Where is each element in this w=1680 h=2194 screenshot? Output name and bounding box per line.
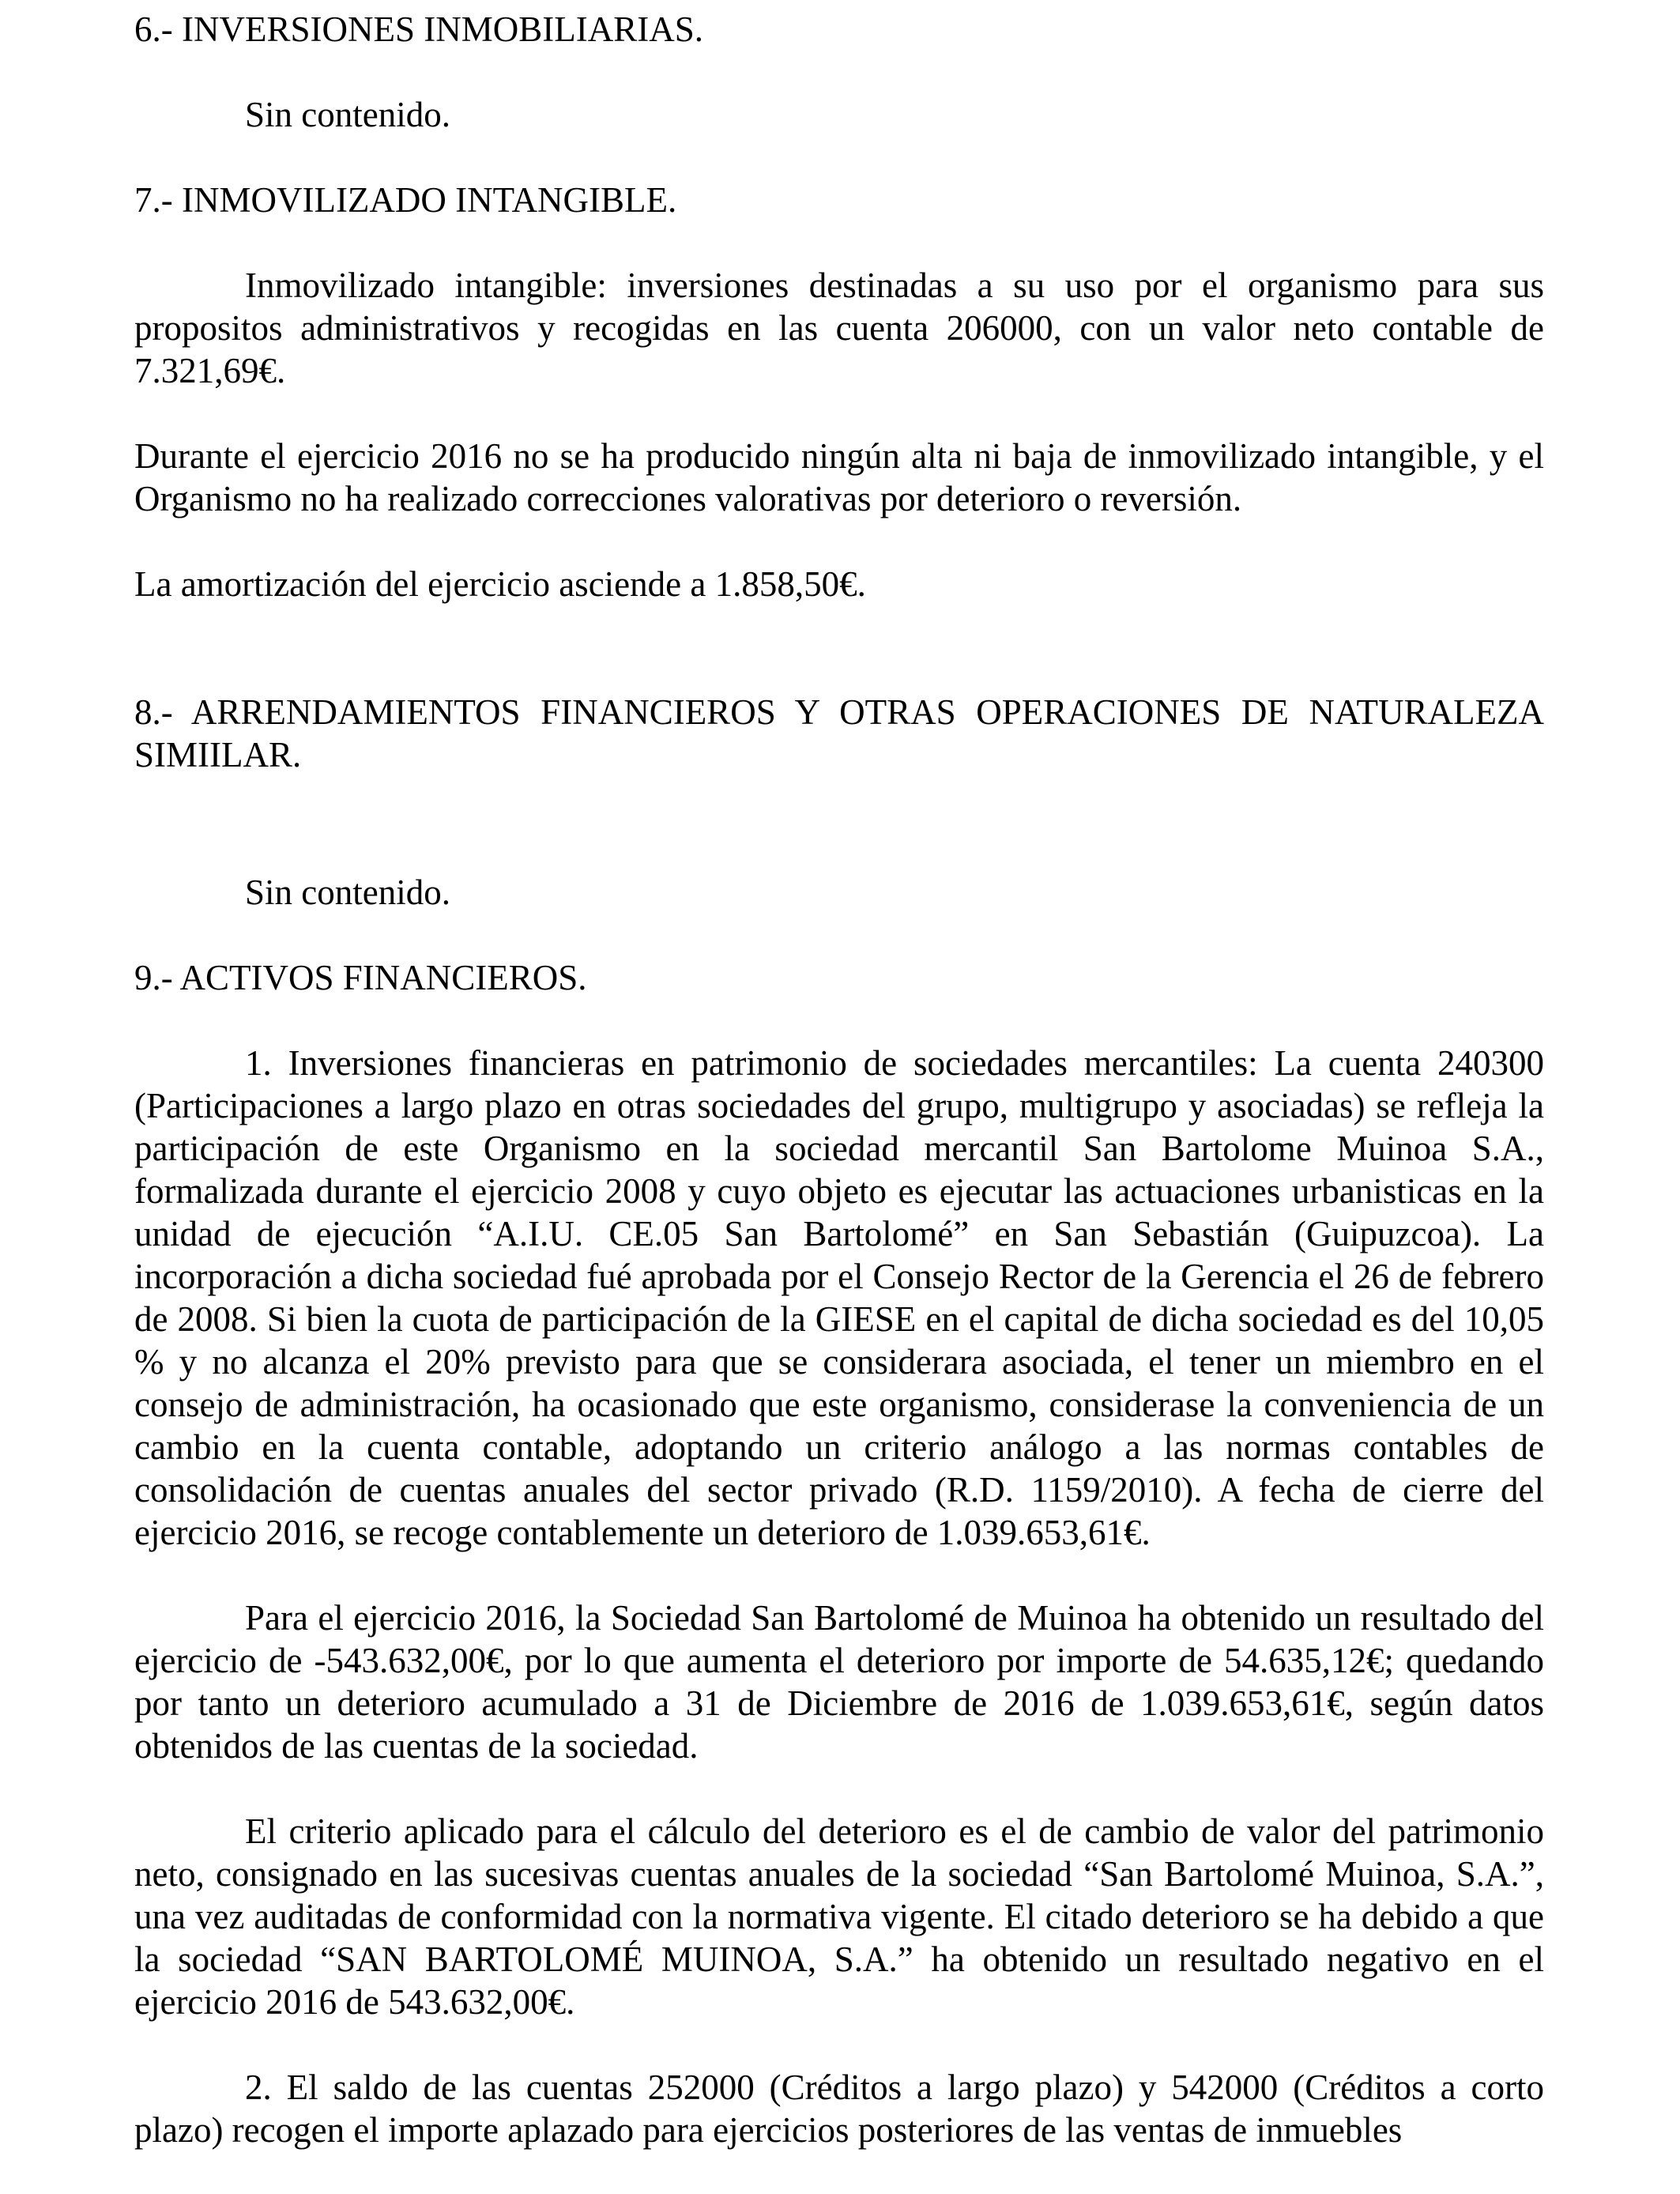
document-page bbox=[134, 0, 1544, 2151]
section-6-heading: 6.- INVERSIONES INMOBILIARIAS. bbox=[134, 9, 703, 49]
section-7-heading: 7.- INMOVILIZADO INTANGIBLE. bbox=[134, 180, 677, 220]
section-7-paragraph-1: Inmovilizado intangible: inversiones destinadas a su uso por el organismo para sus propositos administrativos y recogidas en las cuenta 206000, con un valor neto contable de 7.321,69€. bbox=[134, 266, 1544, 390]
section-7-paragraph-3: La amortización del ejercicio asciende a 1.858,50€. bbox=[134, 564, 866, 604]
section-9-paragraph-1: 1. Inversiones financieras en patrimonio de sociedades mercantiles: La cuenta 240300 (Participaciones a largo plazo en otras sociedades del grupo, multigrupo y asociadas) se refleja la participación de este Organismo en la sociedad mercantil San Bartolome Muinoa S.A., formalizada durante el ejercicio 2008 y cuyo objeto es ejecutar las actuaciones urbanisticas en la unidad de ejecución “A.I.U. CE.05 San Bartolomé” en San Sebastián (Guipuzcoa). La incorporación a dicha sociedad fué aprobada por el Consejo Rector de la Gerencia el 26 de febrero de 2008. Si bien la cuota de participación de la GIESE en el capital de dicha sociedad es del 10,05 % y no alcanza el 20% previsto para que se considerara asociada, el tener un miembro en el consejo de administración, ha ocasionado que este organismo, considerase la conveniencia de un cambio en la cuenta contable, adoptando un criterio análogo a las normas contables de consolidación de cuentas anuales del sector privado (R.D. 1159/2010). A fecha de cierre del ejercicio 2016, se recoge contablemente un deterioro de 1.039.653,61€. bbox=[134, 1043, 1544, 1552]
section-6-content: Sin contenido. bbox=[245, 95, 450, 134]
section-9-paragraph-3: El criterio aplicado para el cálculo del deterioro es el de cambio de valor del patrimonio neto, consignado en las sucesivas cuentas anuales de la sociedad “San Bartolomé Muinoa, S.A.”, una vez auditadas de conformidad con la normativa vigente. El citado deterioro se ha debido a que la sociedad “SAN BARTOLOMÉ MUINOA, S.A.” ha obtenido un resultado negativo en el ejercicio 2016 de 543.632,00€. bbox=[134, 1811, 1544, 2022]
section-7-paragraph-2: Durante el ejercicio 2016 no se ha producido ningún alta ni baja de inmovilizado intangible, y el Organismo no ha realizado correcciones valorativas por deterioro o reversión. bbox=[134, 436, 1544, 518]
section-9-paragraph-2: Para el ejercicio 2016, la Sociedad San Bartolomé de Muinoa ha obtenido un resultado del ejercicio de -543.632,00€, por lo que aumenta el deterioro por importe de 54.635,12€; quedando por tanto un deterioro acumulado a 31 de Diciembre de 2016 de 1.039.653,61€, según datos obtenidos de las cuentas de la sociedad. bbox=[134, 1598, 1544, 1766]
section-9-paragraph-4: 2. El saldo de las cuentas 252000 (Créditos a largo plazo) y 542000 (Créditos a corto plazo) recogen el importe aplazado para ejercicios posteriores de las ventas de inmuebles bbox=[134, 2068, 1544, 2150]
section-8-content: Sin contenido. bbox=[245, 873, 450, 912]
section-8-heading: 8.- ARRENDAMIENTOS FINANCIEROS Y OTRAS OPERACIONES DE NATURALEZA SIMIILAR. bbox=[134, 692, 1544, 775]
section-9-heading: 9.- ACTIVOS FINANCIEROS. bbox=[134, 958, 587, 997]
